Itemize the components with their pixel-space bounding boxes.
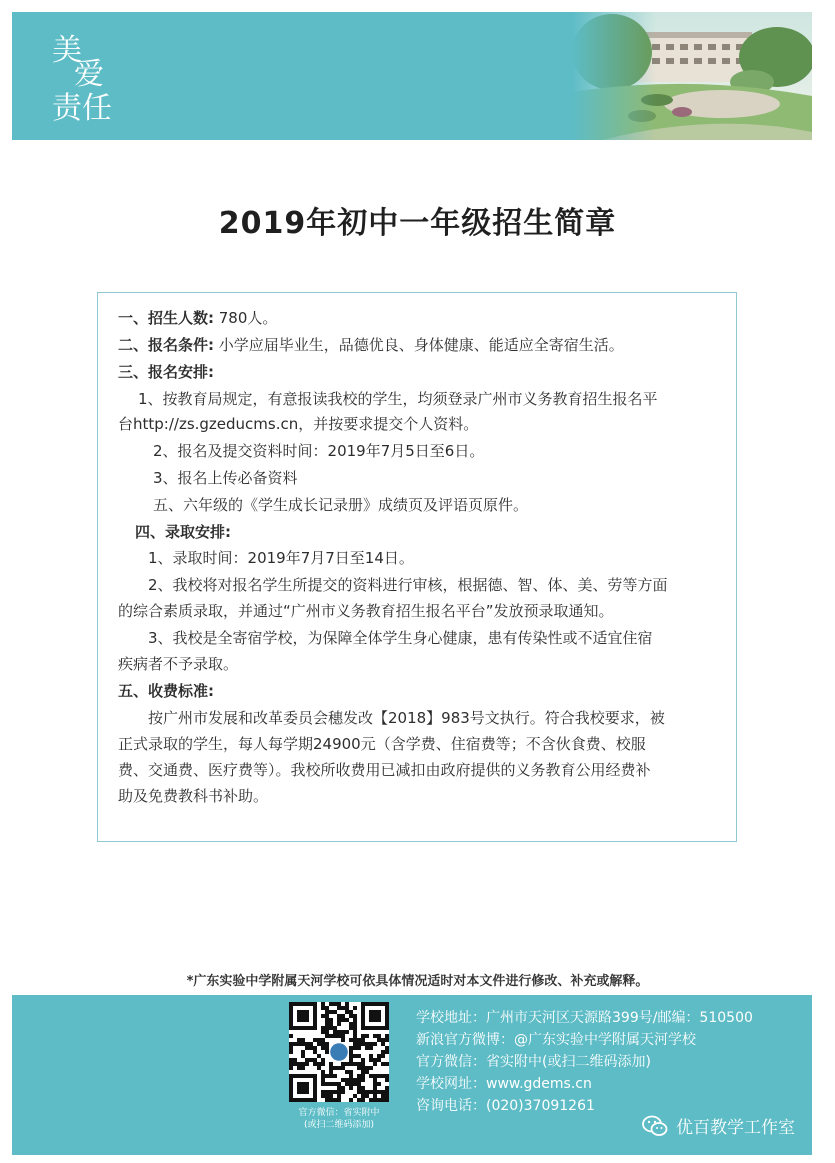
header-banner [12,12,812,140]
wechat-text: 官方微信：省实附中(或扫二维码添加) [416,1054,651,1070]
content-box [97,292,737,842]
disclaimer-note: *广东实验中学附属天河学校可依具体情况适时对本文件进行修改、补充或解释。 [186,974,649,989]
paragraph-line: 2、我校将对报名学生所提交的资料进行审核，根据德、智、体、美、劳等方面 [148,576,668,594]
paragraph-line: 费、交通费、医疗费等）。我校所收费用已减扣由政府提供的义务教育公用经费补 [118,761,651,779]
paragraph-line: 正式录取的学生，每人每学期24900元（含学费、住宿费等；不含伙食费、校服 [118,735,646,753]
weibo-text: 新浪官方微博：@广东实验中学附属天河学校 [416,1032,696,1048]
paragraph-line: 疾病者不予录取。 [118,655,239,673]
paragraph-line: 台http://zs.gzeducms.cn，并按要求提交个人资料。 [118,415,479,433]
paragraph-line: 1、按教育局规定，有意报读我校的学生，均须登录广州市义务教育招生报名平 [138,390,658,408]
section-enrollment [118,308,277,328]
section-label: 一、招生人数: [118,309,214,327]
section-admission [135,522,231,542]
section-requirements [118,335,624,355]
address-text: 学校地址：广州市天河区天源路399号/邮编：510500 [416,1010,753,1026]
contact-info [416,1007,753,1117]
paragraph-line: 1、录取时间：2019年7月7日至14日。 [148,549,414,567]
watermark [642,1113,795,1138]
page-title: 2019年初中一年级招生简章 [218,206,617,241]
paragraph-line: 的综合素质录取，并通过“广州市义务教育招生报名平台”发放预录取通知。 [118,602,614,620]
school-photo [572,12,812,140]
section-value: 780人。 [214,309,278,327]
footer-banner [12,995,812,1155]
paragraph-line: 3、报名上传必备资料 [153,469,298,487]
section-label: 五、收费标准: [118,682,214,700]
watermark-text: 优百教学工作室 [676,1118,795,1138]
paragraph-line: 2、报名及提交资料时间：2019年7月5日至6日。 [153,442,485,460]
qr-caption-line: 官方微信：省实附中 [298,1108,380,1118]
slogan-line: 爱 [74,57,104,92]
paragraph-line: 按广州市发展和改革委员会穗发改【2018】983号文执行。符合我校要求，被 [148,709,665,727]
slogan-line: 美 [52,33,82,68]
section-registration [118,362,214,382]
slogan [52,34,112,126]
wechat-icon [642,1115,668,1137]
paragraph-line: 3、我校是全寄宿学校，为保障全体学生身心健康，患有传染性或不适宜住宿 [148,629,653,647]
section-value: 小学应届毕业生，品德优良、身体健康、能适应全寄宿生活。 [214,336,624,354]
paragraph-line: 助及免费教科书补助。 [118,787,269,805]
qr-caption [274,1107,404,1131]
website-link[interactable]: 学校网址：www.gdems.cn [416,1076,592,1092]
section-fees [118,681,214,701]
qr-caption-line: (或扫二维码添加) [303,1120,375,1130]
paragraph-line: 五、六年级的《学生成长记录册》成绩页及评语页原件。 [153,496,529,514]
slogan-line: 责任 [52,91,112,126]
phone-text: 咨询电话：(020)37091261 [416,1098,595,1114]
section-label: 四、录取安排: [135,523,231,541]
qr-code[interactable] [289,1002,389,1102]
section-label: 三、报名安排: [118,363,214,381]
section-label: 二、报名条件: [118,336,214,354]
